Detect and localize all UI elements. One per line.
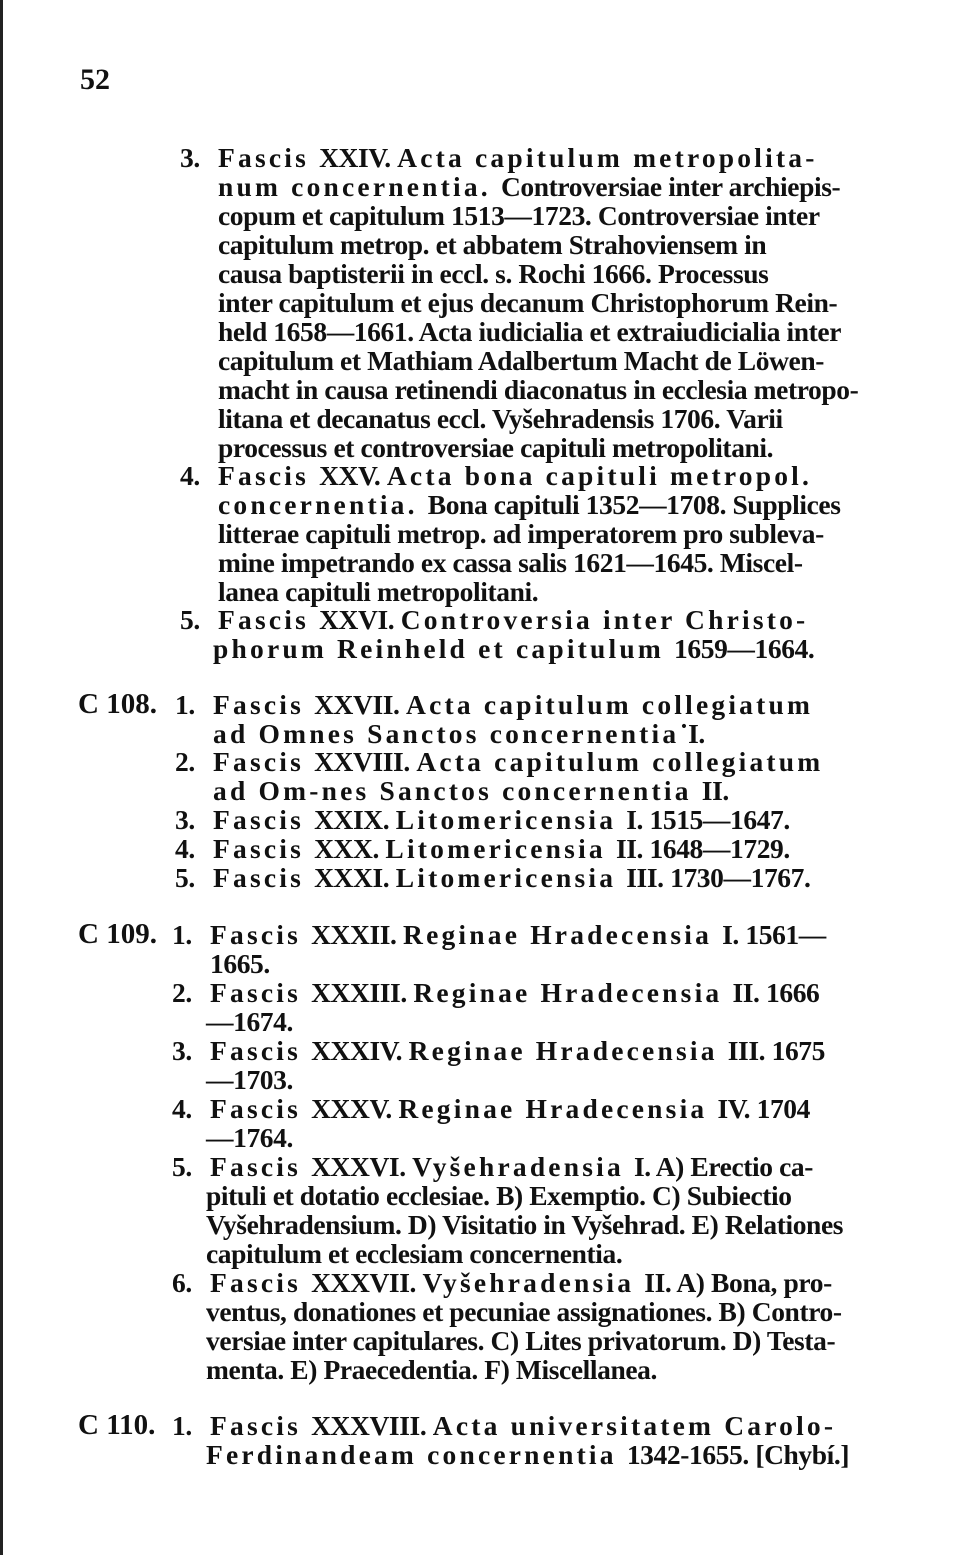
text-span: 1665. (210, 948, 270, 979)
spaced-text: Reginae Hradecensia (413, 977, 733, 1008)
text-span: ˙I. (679, 718, 705, 749)
spaced-text: Fascis (213, 804, 315, 835)
text-span: menta. E) Praecedentia. F) Miscellanea. (206, 1354, 658, 1385)
text-line (206, 1239, 622, 1268)
text-line (206, 1326, 835, 1355)
text-span: 5. (175, 862, 195, 893)
spaced-text: ad Om-nes Sanctos concernentia (213, 775, 702, 806)
text-span: litana et decanatus eccl. Vyšehradensis 1706. Varii (218, 403, 783, 434)
text-span: inter capitulum et ejus decanum Christophorum Rein- (218, 287, 838, 318)
text-line (172, 978, 819, 1007)
spaced-text: Fascis (218, 142, 320, 173)
text-span: XXIX. (314, 804, 396, 835)
text-line (218, 259, 768, 288)
spaced-text: Fascis (210, 919, 312, 950)
text-line (218, 519, 824, 548)
text-span: I. 1515—1647. (626, 804, 790, 835)
text-line (218, 490, 841, 519)
page-number: 52 (80, 63, 110, 96)
text-line (218, 317, 841, 346)
text-line (213, 634, 814, 663)
text-span: XXXII. (311, 919, 404, 950)
text-line (206, 1007, 293, 1036)
spaced-text: Litomericensia (395, 862, 627, 893)
spaced-text: num concernentia. (218, 171, 501, 202)
text-span: copum et capitulum 1513—1723. Controversiae inter (218, 200, 820, 231)
text-span: 1. (175, 689, 195, 720)
text-span: XXXVIII. (311, 1410, 433, 1441)
text-line (218, 375, 858, 404)
text-line (206, 1440, 849, 1469)
text-span: I. A) Erectio ca- (633, 1151, 814, 1182)
text-span: Controversiae inter archiepis- (500, 171, 841, 202)
spaced-text: Fascis (210, 1410, 312, 1441)
text-span: Bona capituli 1352—1708. Supplices (427, 489, 841, 520)
text-span: 4. (172, 1093, 192, 1124)
text-line (180, 605, 808, 634)
text-span: XXXIV. (311, 1035, 409, 1066)
text-span: 5. (180, 604, 200, 635)
text-line (218, 577, 538, 606)
text-line (180, 461, 812, 490)
spaced-text: Fascis (213, 746, 315, 777)
spaced-text: ad Omnes Sanctos concernentia (213, 718, 680, 749)
text-span: 1. (172, 1410, 192, 1441)
text-span: capitulum et ecclesiam concernentia. (206, 1238, 623, 1269)
spaced-text: Reginae Hradecensia (408, 1035, 728, 1066)
text-line (206, 1065, 293, 1094)
spaced-text: Litomericensia (395, 804, 627, 835)
spaced-text: Controversia inter Christo- (400, 604, 809, 635)
spaced-text: Reginae Hradecensia (403, 919, 723, 950)
text-span: processus et controversiae capituli metropolitani. (218, 432, 774, 463)
text-span: XXVII. (314, 689, 407, 720)
text-span: Vyšehradensium. D) Visitatio in Vyšehrad. E) Relationes (206, 1209, 844, 1240)
text-span: III. 1730—1767. (626, 862, 811, 893)
spaced-text: Fascis (210, 977, 312, 1008)
text-line (172, 1094, 810, 1123)
text-span: II. 1666 (732, 977, 820, 1008)
text-span: lanea capituli metropolitani. (218, 576, 539, 607)
spaced-text: Litomericensia (385, 833, 616, 864)
text-span: XXXV. (311, 1093, 399, 1124)
spaced-text: Acta bona capituli metropol. (386, 460, 813, 491)
text-line (206, 1210, 843, 1239)
text-line (218, 346, 824, 375)
text-span: macht in causa retinendi diaconatus in ecclesia metropo- (218, 374, 859, 405)
box-number: C 110. (78, 1409, 156, 1441)
text-span: II. (701, 775, 729, 806)
text-line (213, 776, 729, 805)
text-span: II. 1648—1729. (615, 833, 790, 864)
text-span: 4. (180, 460, 200, 491)
text-line (172, 920, 826, 949)
text-line (206, 1123, 293, 1152)
spaced-text: Acta capitulum collegiatum (406, 689, 814, 720)
spaced-text: Fascis (210, 1035, 312, 1066)
text-span: —1674. (206, 1006, 293, 1037)
text-span: 4. (175, 833, 195, 864)
text-span: 6. (172, 1267, 192, 1298)
text-span: XXXIII. (311, 977, 414, 1008)
text-line (218, 548, 803, 577)
text-span: 3. (175, 804, 195, 835)
text-span: XXVI. (319, 604, 401, 635)
spaced-text: Fascis (213, 689, 315, 720)
text-line (213, 719, 705, 748)
text-line (218, 404, 783, 433)
text-span: 1659—1664. (674, 633, 815, 664)
text-line (218, 433, 773, 462)
spaced-text: Vyšehradensia (422, 1267, 645, 1298)
text-span: I. 1561— (722, 919, 826, 950)
box-number: C 108. (78, 688, 157, 720)
text-span: 3. (172, 1035, 192, 1066)
text-span: versiae inter capitulares. C) Lites privatorum. D) Testa- (206, 1325, 836, 1356)
text-span: 1342-1655. [Chybí.] (626, 1439, 850, 1470)
text-span: —1703. (206, 1064, 293, 1095)
spaced-text: Acta capitulum collegiatum (416, 746, 824, 777)
text-line (175, 863, 810, 892)
text-span: 2. (172, 977, 192, 1008)
text-line (172, 1268, 832, 1297)
text-span: XXXVII. (311, 1267, 423, 1298)
text-line (218, 288, 837, 317)
spaced-text: Fascis (218, 604, 320, 635)
text-span: XXVIII. (314, 746, 417, 777)
text-span: capitulum metrop. et abbatem Strahoviensem in (218, 229, 767, 260)
text-line (206, 1297, 842, 1326)
text-line (172, 1411, 836, 1440)
text-line (218, 172, 840, 201)
text-span: XXIV. (319, 142, 398, 173)
spaced-text: Acta capitulum metropolita- (397, 142, 818, 173)
text-span: mine impetrando ex cassa salis 1621—1645. Miscel- (218, 547, 803, 578)
text-line (175, 834, 790, 863)
spaced-text: Acta universitatem Carolo- (432, 1410, 837, 1441)
text-span: IV. 1704 (717, 1093, 811, 1124)
spaced-text: Reginae Hradecensia (398, 1093, 718, 1124)
spaced-text: Vyšehradensia (412, 1151, 634, 1182)
spaced-text: Fascis (218, 460, 320, 491)
text-span: XXX. (314, 833, 386, 864)
text-span: 2. (175, 746, 195, 777)
spaced-text: Ferdinandeam concernentia (206, 1439, 627, 1470)
spaced-text: concernentia. (218, 489, 428, 520)
text-span: —1764. (206, 1122, 293, 1153)
spaced-text: Fascis (210, 1267, 312, 1298)
text-span: capitulum et Mathiam Adalbertum Macht de Löwen- (218, 345, 825, 376)
box-number: C 109. (78, 918, 157, 950)
spaced-text: Fascis (213, 833, 315, 864)
text-line (210, 949, 270, 978)
text-line (180, 143, 818, 172)
text-span: XXV. (319, 460, 387, 491)
text-span: 5. (172, 1151, 192, 1182)
spaced-text: phorum Reinheld et capitulum (213, 633, 675, 664)
text-span: XXXVI. (311, 1151, 413, 1182)
spaced-text: Fascis (213, 862, 315, 893)
text-line (175, 747, 823, 776)
text-line (206, 1355, 657, 1384)
text-span: III. 1675 (727, 1035, 825, 1066)
text-span: II. A) Bona, pro- (644, 1267, 832, 1298)
text-span: causa baptisterii in eccl. s. Rochi 1666. Processus (218, 258, 769, 289)
text-span: held 1658—1661. Acta iudicialia et extraiudicialia inter (218, 316, 842, 347)
text-span: 1. (172, 919, 192, 950)
text-line (175, 690, 813, 719)
text-span: litterae capituli metrop. ad imperatorem pro subleva- (218, 518, 824, 549)
text-line (206, 1181, 792, 1210)
text-line (218, 201, 820, 230)
text-line (175, 805, 790, 834)
text-line (218, 230, 766, 259)
text-line (172, 1152, 813, 1181)
text-span: ventus, donationes et pecuniae assignationes. B) Contro- (206, 1296, 842, 1327)
text-line (172, 1036, 825, 1065)
spaced-text: Fascis (210, 1093, 312, 1124)
text-span: 3. (180, 142, 200, 173)
text-span: XXXI. (314, 862, 396, 893)
text-span: pituli et dotatio ecclesiae. B) Exemptio. C) Subiectio (206, 1180, 792, 1211)
spaced-text: Fascis (210, 1151, 312, 1182)
